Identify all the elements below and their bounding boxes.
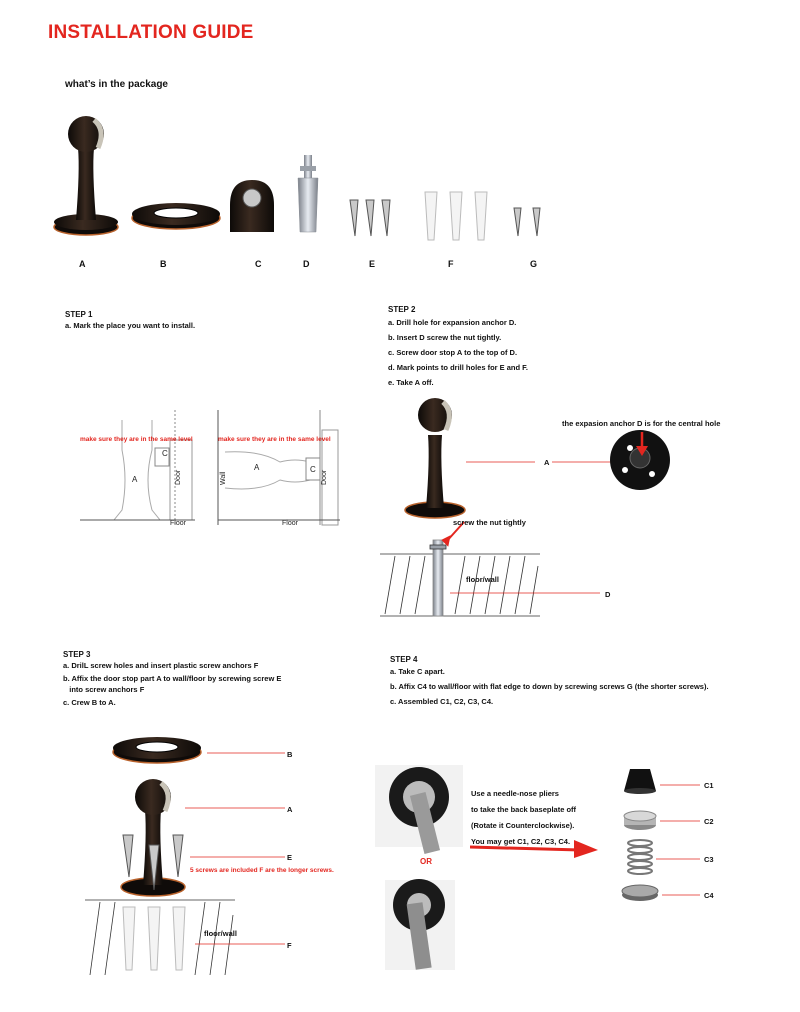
step4-line-a: a. Take C apart. (390, 667, 445, 676)
step3-screws-note: 5 screws are included F are the longer screws. (190, 867, 334, 874)
label-c3: C3 (704, 855, 714, 864)
step3-label-a: A (287, 805, 293, 814)
label-a: A (79, 259, 86, 269)
step3-label-e: E (287, 853, 293, 862)
step3-surface: floor/wall (204, 929, 237, 938)
part-f-anchors (425, 192, 487, 240)
label-c2: C2 (704, 817, 714, 826)
step2-line-b: b. Insert D screw the nut tightly. (388, 333, 502, 342)
step3-line-c: c. Crew B to A. (63, 697, 116, 707)
part-g-screws (514, 208, 540, 236)
step4-pliers-photos (375, 765, 465, 970)
part-c1 (624, 769, 656, 794)
step4-line-b: b. Affix C4 to wall/floor with flat edge to down by screwing screws G (the shorter screws). (390, 682, 709, 691)
step3-label-f: F (287, 941, 292, 950)
step3-lines (63, 659, 281, 710)
label-b: B (160, 259, 167, 269)
package-illustration (30, 100, 590, 245)
step3-line-b: b. Affix the door stop part A to wall/floor by screwing screw E (63, 673, 282, 683)
s1-label-c: C (162, 449, 168, 458)
step3-label-b: B (287, 750, 293, 759)
package-heading: what’s in the package (65, 79, 168, 90)
step4-or: OR (420, 857, 432, 866)
label-g: G (530, 259, 538, 269)
step3-illustration (85, 735, 315, 985)
page-title: INSTALLATION GUIDE (48, 22, 254, 43)
step1-heading: STEP 1 (65, 310, 93, 319)
pliers-line-4: You may get C1, C2, C3, C4. (471, 837, 571, 846)
part-c2 (624, 811, 656, 830)
step4-heading: STEP 4 (390, 655, 418, 664)
step3-line-b2: into screw anchors F (63, 684, 145, 694)
s1-label-a: A (132, 475, 138, 484)
step4-lines (390, 664, 709, 709)
step1-level-note-right: make sure they are in the same level (218, 436, 331, 443)
step2-doorstop (405, 398, 465, 518)
part-c4 (622, 885, 658, 901)
step3-heading: STEP 3 (63, 650, 91, 659)
s1-label-c2: C (310, 465, 316, 474)
step2-floor-section (380, 522, 540, 616)
label-f: F (448, 259, 454, 269)
step2-base-view (610, 430, 670, 490)
pliers-line-3: (Rotate it Counterclockwise). (471, 821, 575, 830)
part-d-anchor (298, 155, 318, 232)
label-e: E (369, 259, 376, 269)
step2-surface: floor/wall (466, 575, 499, 584)
label-d: D (303, 259, 310, 269)
s1-label-door: Door (175, 469, 182, 485)
step2-line-a: a. Drill hole for expansion anchor D. (388, 318, 517, 327)
pliers-line-1: Use a needle-nose pliers (471, 789, 559, 798)
step4-red-arrow-icon (470, 838, 600, 858)
part-c-catch (230, 180, 274, 232)
step2-label-d: D (605, 590, 611, 599)
s1-label-wall: Wall (220, 471, 227, 485)
step4-line-c: c. Assembled C1, C2, C3, C4. (390, 697, 494, 706)
s1-label-door2: Door (321, 469, 328, 485)
step3-line-a: a. DrilL screw holes and insert plastic screw anchors F (63, 661, 259, 670)
s1-label-a2: A (254, 463, 260, 472)
step2-label-a: A (544, 458, 550, 467)
step2-anchor-note: the expasion anchor D is for the central hole (562, 419, 721, 428)
s1-label-floor2: Floor (282, 520, 298, 527)
step2-heading: STEP 2 (388, 305, 416, 314)
part-e-screws (350, 200, 390, 236)
part-a-doorstop (54, 116, 118, 235)
step1-level-note-left: make sure they are in the same level (80, 436, 193, 443)
step1-line: a. Mark the place you want to install. (65, 321, 196, 330)
step2-lines (388, 315, 528, 390)
label-c1: C1 (704, 781, 714, 790)
step2-line-c: c. Screw door stop A to the top of D. (388, 348, 518, 357)
pliers-line-2: to take the back baseplate off (471, 805, 577, 814)
label-c4: C4 (704, 891, 714, 900)
step1-diagram (70, 410, 350, 535)
part-b-ring (132, 203, 220, 229)
step2-nut-note: screw the nut tightly (453, 518, 526, 527)
step2-line-e: e. Take A off. (388, 378, 434, 387)
label-c: C (255, 259, 262, 269)
step2-line-d: d. Mark points to drill holes for E and F. (388, 363, 529, 372)
part-c3-spring (628, 840, 652, 874)
s1-label-floor: Floor (170, 520, 186, 527)
